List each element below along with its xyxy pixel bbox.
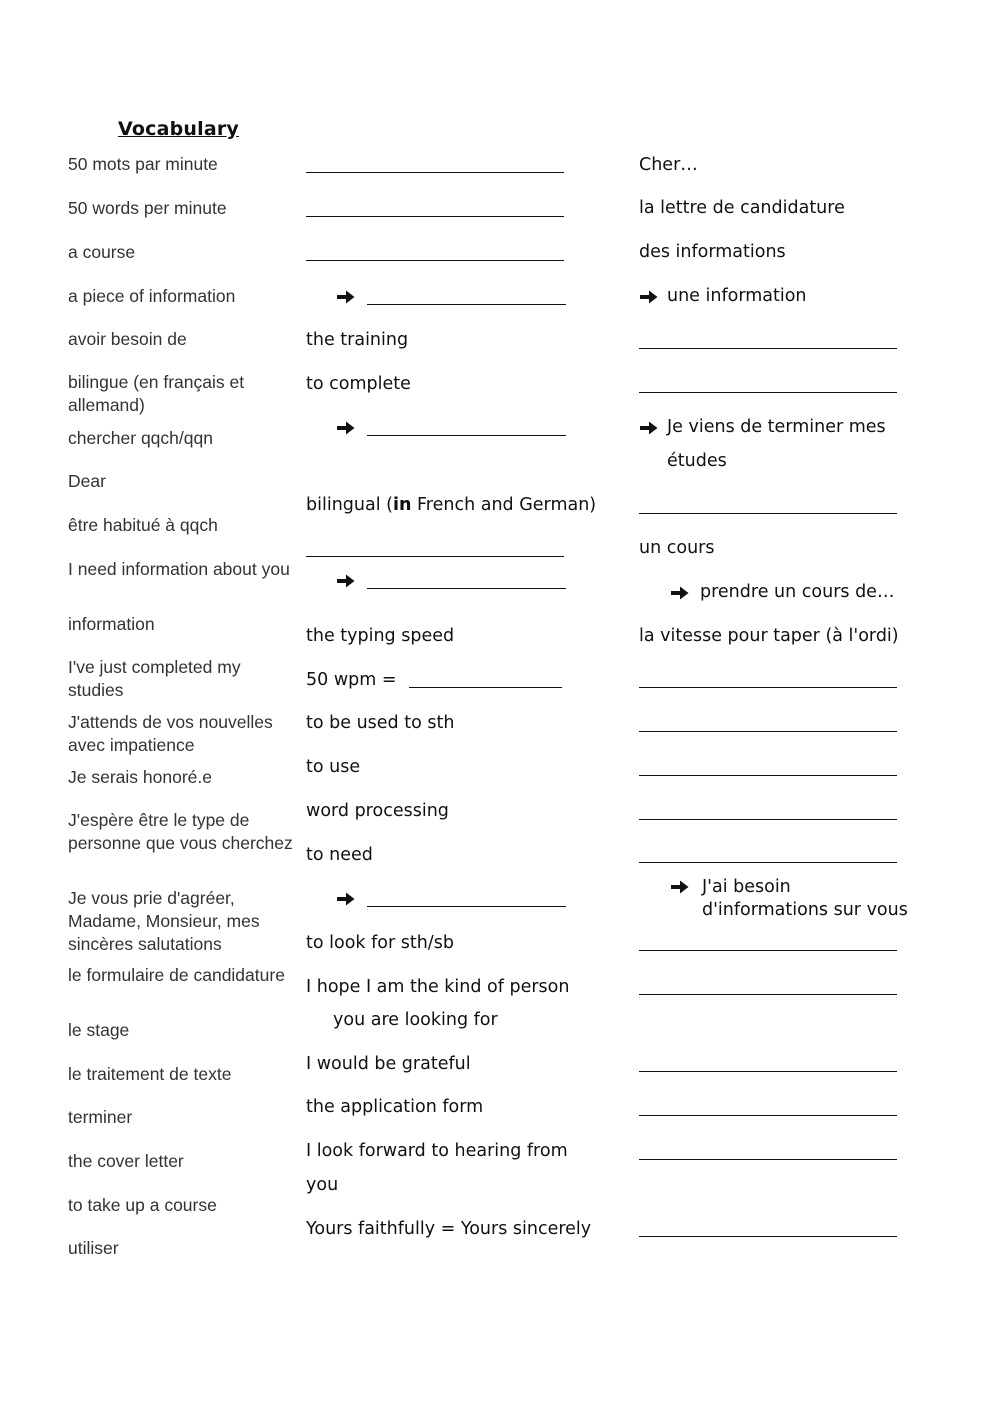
- answer-blank[interactable]: [639, 862, 897, 863]
- answer-blank[interactable]: [306, 172, 564, 173]
- right-arrow-icon: [336, 420, 358, 436]
- french-item: une information: [667, 286, 807, 306]
- french-item: prendre un cours de…: [700, 582, 895, 602]
- answer-blank[interactable]: [639, 775, 897, 776]
- english-item: to need: [306, 845, 373, 865]
- french-item: la vitesse pour taper (à l'ordi): [639, 626, 899, 646]
- english-item: you: [306, 1175, 339, 1195]
- answer-blank[interactable]: [639, 1159, 897, 1160]
- answer-blank[interactable]: [639, 994, 897, 995]
- word-bank-item: I've just completed my studies: [68, 657, 241, 700]
- answer-blank[interactable]: [639, 513, 897, 514]
- right-arrow-icon: [336, 891, 358, 907]
- answer-blank[interactable]: [367, 588, 566, 589]
- answer-blank[interactable]: [367, 435, 566, 436]
- page-title: Vocabulary: [118, 118, 240, 140]
- answer-blank[interactable]: [639, 950, 897, 951]
- word-bank-item: avoir besoin de: [68, 329, 187, 349]
- answer-blank[interactable]: [639, 1071, 897, 1072]
- word-bank-item: le stage: [68, 1020, 130, 1040]
- word-bank-item: Je serais honoré.e: [68, 767, 212, 787]
- right-arrow-icon: [639, 420, 661, 436]
- word-bank-item: to take up a course: [68, 1195, 217, 1215]
- english-item: word processing: [306, 801, 449, 821]
- answer-blank[interactable]: [306, 556, 564, 557]
- english-item: I would be grateful: [306, 1054, 471, 1074]
- french-item: d'informations sur vous: [702, 900, 908, 920]
- english-item: I hope I am the kind of person: [306, 977, 570, 997]
- english-item-text: bilingual (: [306, 495, 393, 515]
- word-bank-item: I need information about you: [68, 559, 290, 579]
- english-item-bold: in: [392, 495, 412, 515]
- english-item: to use: [306, 757, 361, 777]
- english-item: [306, 494, 596, 517]
- word-bank-item: bilingue (en français et allemand): [68, 372, 245, 415]
- word-bank-item: terminer: [68, 1107, 133, 1127]
- right-arrow-icon: [639, 289, 661, 305]
- french-item: des informations: [639, 242, 786, 262]
- english-item: you are looking for: [333, 1010, 498, 1030]
- answer-blank[interactable]: [409, 687, 562, 688]
- answer-blank[interactable]: [639, 819, 897, 820]
- word-bank-item: Dear: [68, 471, 106, 491]
- french-item: Je viens de terminer mes: [667, 417, 886, 437]
- answer-blank[interactable]: [306, 216, 564, 217]
- french-item: J'ai besoin: [702, 877, 791, 897]
- english-item: to complete: [306, 374, 411, 394]
- word-bank-item: 50 words per minute: [68, 198, 227, 218]
- answer-blank[interactable]: [639, 1115, 897, 1116]
- english-item: to be used to sth: [306, 713, 455, 733]
- word-bank-item: le formulaire de candidature: [68, 965, 285, 985]
- answer-blank[interactable]: [639, 1236, 897, 1237]
- english-item: the application form: [306, 1097, 484, 1117]
- english-item: the typing speed: [306, 626, 455, 646]
- answer-blank[interactable]: [367, 906, 566, 907]
- english-item: Yours faithfully = Yours sincerely: [306, 1219, 592, 1239]
- answer-blank[interactable]: [639, 348, 897, 349]
- answer-blank[interactable]: [639, 392, 897, 393]
- word-bank-item: J'espère être le type de personne que vous cherchez: [68, 810, 293, 853]
- right-arrow-icon: [336, 289, 358, 305]
- word-bank-item: le traitement de texte: [68, 1064, 232, 1084]
- word-bank-item: être habitué à qqch: [68, 515, 218, 535]
- word-bank-item: Je vous prie d'agréer, Madame, Monsieur, mes sincères salutations: [68, 888, 260, 954]
- word-bank-item: the cover letter: [68, 1151, 184, 1171]
- word-bank-item: a piece of information: [68, 286, 236, 306]
- word-bank-item: utiliser: [68, 1238, 119, 1258]
- word-bank-item: chercher qqch/qqn: [68, 428, 213, 448]
- french-item: Cher…: [639, 155, 698, 175]
- english-item: 50 wpm =: [306, 670, 397, 690]
- right-arrow-icon: [336, 573, 358, 589]
- word-bank-item: information: [68, 614, 155, 634]
- english-item-text: French and German): [411, 495, 597, 515]
- word-bank-item: J'attends de vos nouvelles avec impatience: [68, 712, 273, 755]
- french-item: un cours: [639, 538, 715, 558]
- right-arrow-icon: [670, 879, 692, 895]
- right-arrow-icon: [670, 585, 692, 601]
- answer-blank[interactable]: [639, 687, 897, 688]
- word-bank-item: 50 mots par minute: [68, 154, 218, 174]
- french-item: la lettre de candidature: [639, 198, 845, 218]
- answer-blank[interactable]: [639, 731, 897, 732]
- french-item: études: [667, 451, 727, 471]
- word-bank-item: a course: [68, 242, 136, 262]
- english-item: the training: [306, 330, 409, 350]
- english-item: to look for sth/sb: [306, 933, 454, 953]
- english-item: I look forward to hearing from: [306, 1141, 568, 1161]
- answer-blank[interactable]: [367, 304, 566, 305]
- answer-blank[interactable]: [306, 260, 564, 261]
